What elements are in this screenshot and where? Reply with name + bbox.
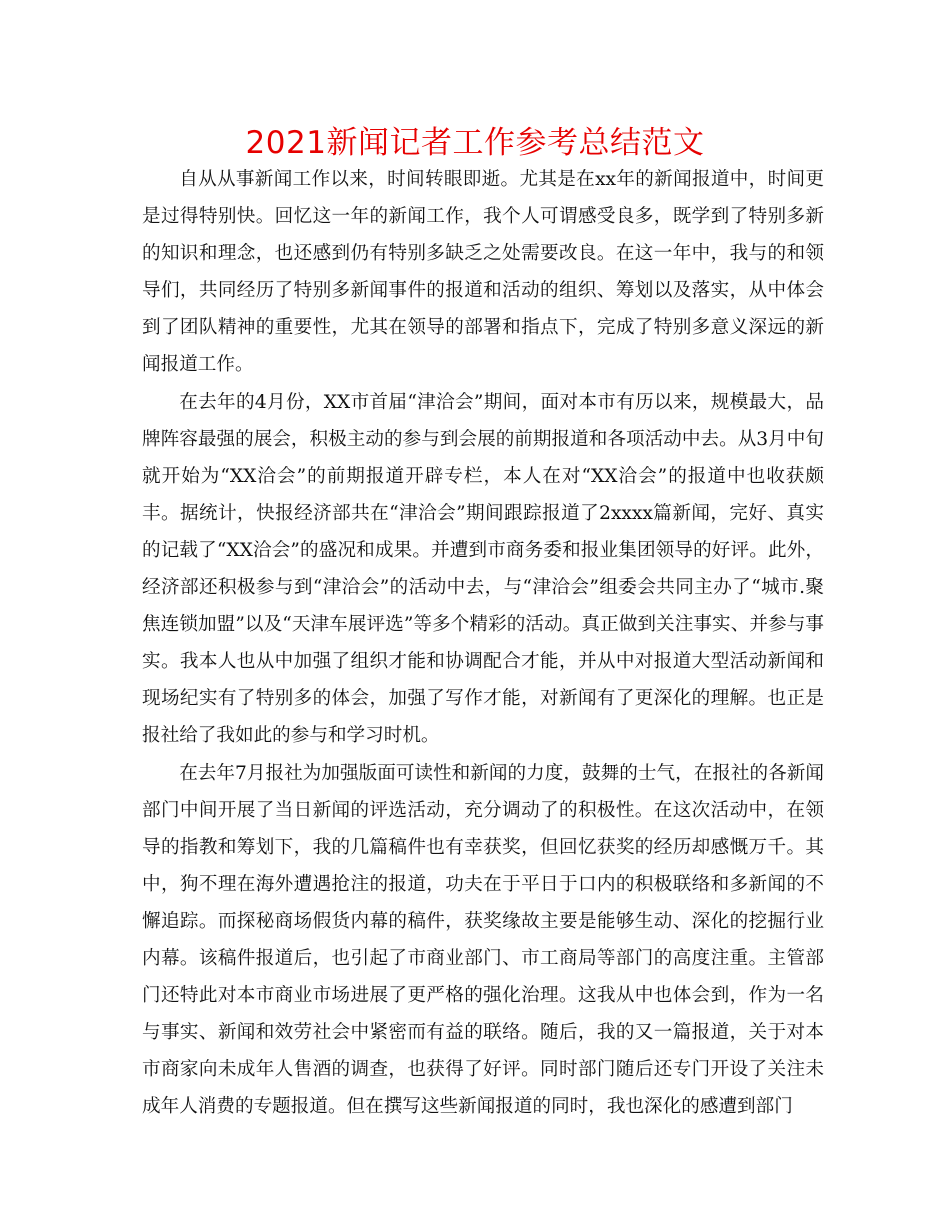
document-title: 2021新闻记者工作参考总结范文 xyxy=(245,125,705,161)
paragraph-1: 自从从事新闻工作以来，时间转眼即逝。尤其是在xx年的新闻报道中，时间更是过得特别快。回忆这一年的新闻工作，我个人可谓感受良多，既学到了特别多新的知识和理念，也还感到仍有特别多缺乏之处需要改良。在这一年中，我与的和领导们，共同经历了特别多新闻事件的报道和活动的组织、筹划以及落实，从中体会到了团队精神的重要性，尤其在领导的部署和指点下，完成了特别多意义深远的新闻报道工作。 xyxy=(142,169,824,376)
document-body xyxy=(142,161,824,1125)
paragraph-2: 在去年的4月份，XX市首届“津洽会”期间，面对本市有历以来，规模最大，品牌阵容最强的展会，积极主动的参与到会展的前期报道和各项活动中去。从3月中旬就开始为“XX洽会”的前期报道开辟专栏，本人在对“XX洽会”的报道中也收获颇丰。据统计，快报经济部共在“津洽会”期间跟踪报道了2xxxx篇新闻，完好、真实的记载了“XX洽会”的盛况和成果。并遭到市商务委和报业集团领导的好评。此外，经济部还积极参与到“津洽会”的活动中去，与“津洽会”组委会共同主办了“城市.聚焦连锁加盟”以及“天津车展评选”等多个精彩的活动。真正做到关注事实、并参与事实。我本人也从中加强了组织才能和协调配合才能，并从中对报道大型活动新闻和现场纪实有了特别多的体会，加强了写作才能，对新闻有了更深化的理解。也正是报社给了我如此的参与和学习时机。 xyxy=(142,391,824,747)
paragraph-3: 在去年7月报社为加强版面可读性和新闻的力度，鼓舞的士气，在报社的各新闻部门中间开展了当日新闻的评选活动，充分调动了的积极性。在这次活动中，在领导的指教和筹划下，我的几篇稿件也有幸获奖，但回忆获奖的经历却感慨万千。其中，狗不理在海外遭遇抢注的报道，功夫在于平日于口内的积极联络和多新闻的不懈追踪。而探秘商场假货内幕的稿件，获奖缘故主要是能够生动、深化的挖掘行业内幕。该稿件报道后，也引起了市商业部门、市工商局等部门的高度注重。主管部门还特此对本市商业市场进展了更严格的强化治理。这我从中也体会到，作为一名与事实、新闻和效劳社会中紧密而有益的联络。随后，我的又一篇报道，关于对本市商家向未成年人售酒的调查，也获得了好评。同时部门随后还专门开设了关注未成年人消费的专题报道。但在撰写这些新闻报道的同时，我也深化的感遭到部门 xyxy=(142,762,824,1118)
